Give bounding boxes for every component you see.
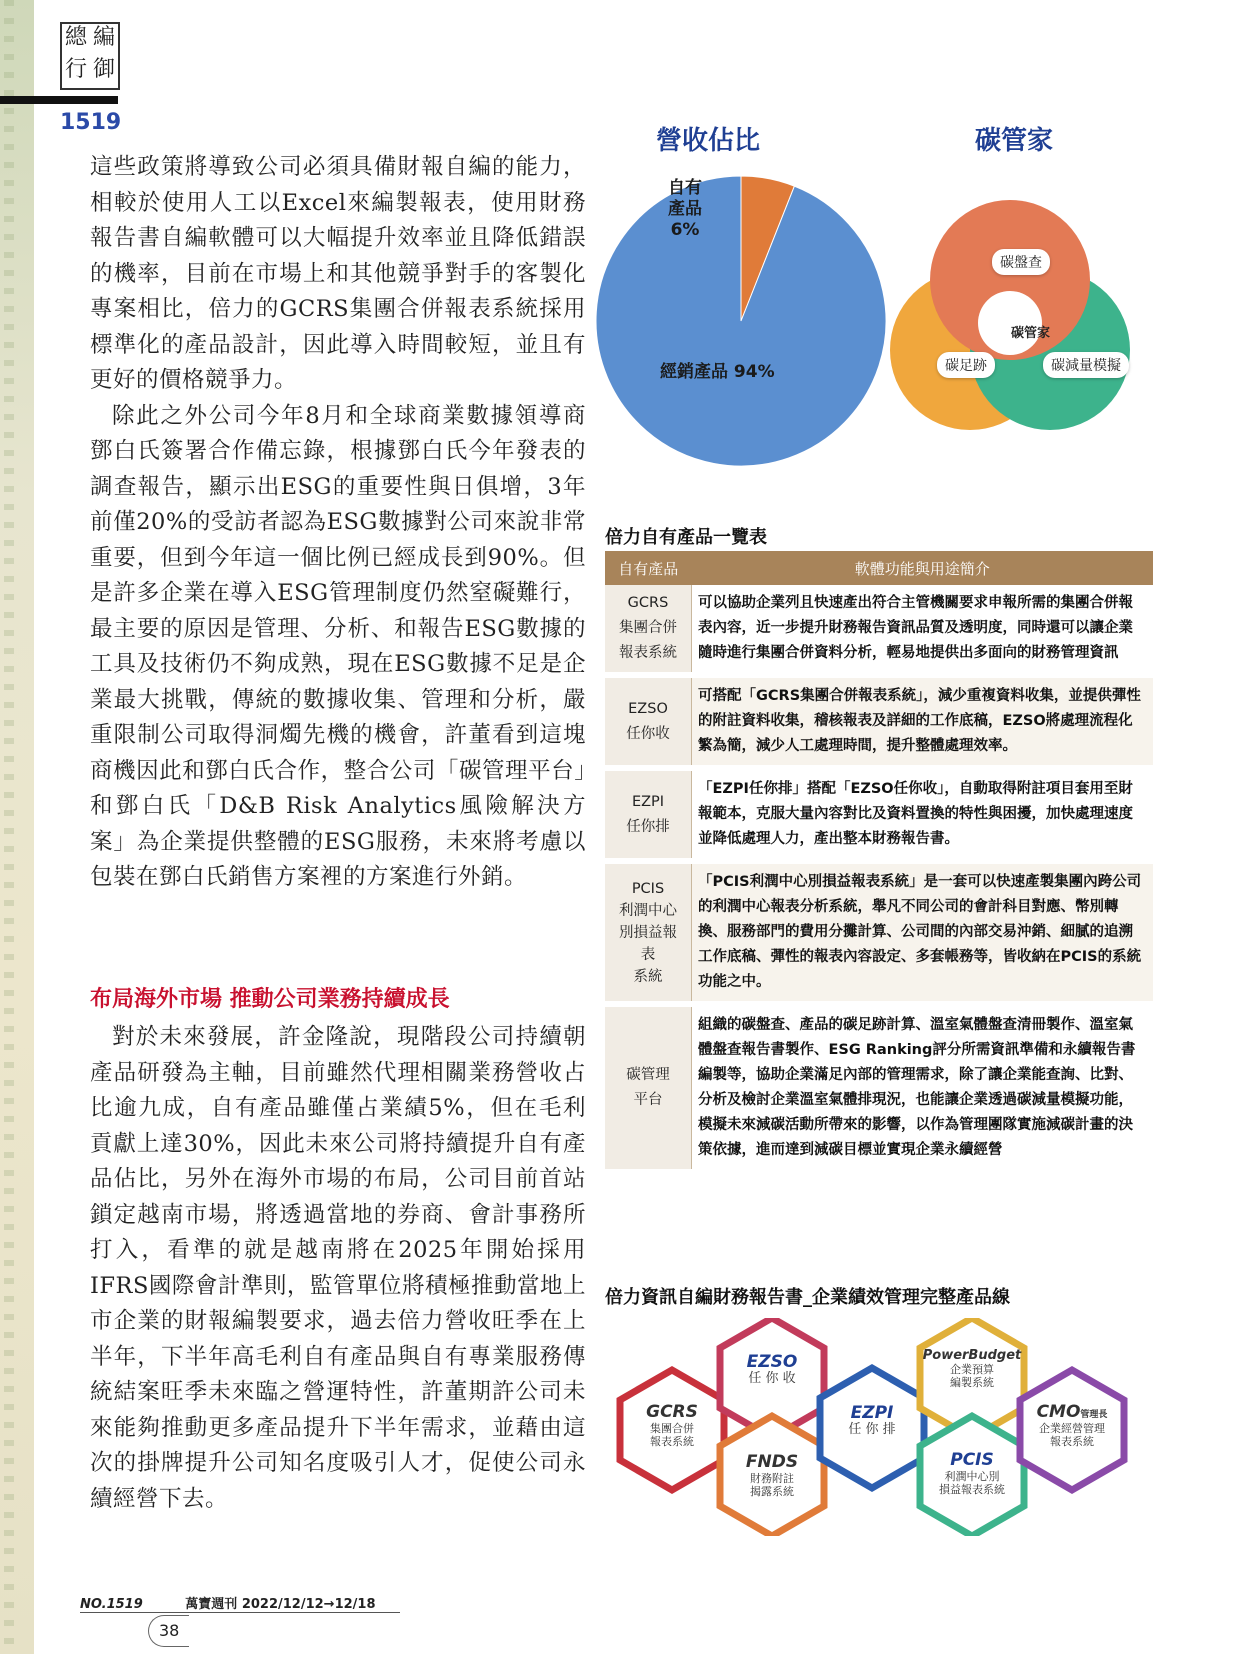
decorative-side-strip [0,0,34,1654]
product-desc: 「PCIS利潤中心別損益報表系統」是一套可以快速產製集團內跨公司的利潤中心報表分析系統，舉凡不同公司的會計科目對應、幣別轉換、服務部門的費用分攤計算、公司間的內部交易沖銷、細膩的追溯工作底稿、彈性的報表內容設定、多套帳務等，皆收納在PCIS的系統功能之中。 [692,864,1154,1001]
hex-sub-ezso: 任 你 收 [748,1371,796,1386]
pie-chart-title: 營收佔比 [656,126,761,156]
cmo-logo-text: CMO [1036,1402,1081,1422]
pie-label-own-line: 自有 [668,178,702,198]
article-body-bottom [90,1020,586,1517]
venn-label-reduction: 碳減量模擬 [1043,352,1129,378]
pie-label-dist: 經銷產品 94% [660,362,775,382]
footer-issue: NO.1519 [80,1597,143,1612]
column-seal-logo [60,22,120,90]
hex-label-ezso [722,1352,822,1385]
product-desc: 「EZPI任你排」搭配「EZSO任你收」，自動取得附註項目套用至財報範本，克服大量內容對比及資料置換的特性與困擾，加快處理速度並降低處理人力，產出整本財務報告書。 [692,771,1154,858]
hex-sub-gcrs: 集團合併 報表系統 [650,1422,694,1448]
hex-sub-powerbudget: 企業預算 編製系統 [950,1363,994,1389]
product-line-title: 倍力資訊自編財務報告書_企業績效管理完整產品線 [605,1287,1010,1308]
article-paragraph: 這些政策將導致公司必須具備財報自編的能力，相較於使用人工以Excel來編製報表，使用財務報告書自編軟體可以大幅提升效率並且降低錯誤的機率，目前在市場上和其他競爭對手的客製化專案相比，倍力的GCRS集團合併報表系統採用標準化的產品設計，因此導入時間較短，並且有更好的價格競爭力。 [90,154,586,393]
venn-label-center: 碳管家 [1011,326,1051,341]
table-row [605,864,1153,1001]
venn-label-footprint: 碳足跡 [937,352,995,378]
gcrs-icon: GCRS [646,1402,698,1422]
cmo-icon [1022,1402,1122,1422]
hex-label-powerbudget [918,1348,1026,1389]
carbon-venn-diagram [870,175,1140,455]
seal-char: 御 [92,57,115,82]
hex-sub-fnds: 財務附註 揭露系統 [750,1472,794,1498]
pie-label-own-pct: 6% [670,220,700,240]
hex-sub-cmo: 企業經營管理 報表系統 [1039,1422,1105,1448]
ezpi-icon: EZPI [850,1403,894,1423]
product-name: EZSO 任你收 [605,678,692,765]
pcis-icon: PCIS [950,1450,994,1470]
hex-sub-pcis: 利潤中心別 損益報表系統 [939,1470,1005,1496]
product-desc: 可以協助企業列且快速產出符合主管機關要求申報所需的集團合併報表內容，近一步提升財務報告資訊品質及透明度，同時還可以讓企業隨時進行集團合併資料分析，輕易地提供出多面向的財務管理資訊 [692,585,1154,672]
product-name: 碳管理 平台 [605,1007,692,1169]
product-name: EZPI 任你排 [605,771,692,858]
revenue-pie-chart [596,176,886,466]
venn-title: 碳管家 [975,126,1054,156]
footer-publication: 萬寶週刊 2022/12/12→12/18 [185,1597,376,1612]
header-bar [0,96,118,104]
page-number: 38 [148,1615,189,1647]
cmo-badge: 管理長 [1080,1410,1108,1420]
product-name: PCIS 利潤中心 別損益報 表 系統 [605,864,692,1001]
table-row [605,585,1153,672]
fnds-icon: FNDS [745,1452,799,1472]
pie-slice-distribution-products [596,176,886,466]
pie-label-own-line: 產品 [668,199,702,219]
seal-char: 總 [64,25,87,50]
hex-label-fnds [722,1452,822,1498]
product-table [605,551,1153,1169]
table-header: 自有產品 [605,551,692,585]
table-header: 軟體功能與用途簡介 [692,551,1154,585]
product-desc: 可搭配「GCRS集團合併報表系統」，減少重複資料收集，並提供彈性的附註資料收集，稽核報表及詳細的工作底稿，EZSO將處理流程化繁為簡，減少人工處理時間，提升整體處理效率。 [692,678,1154,765]
powerbudget-icon: PowerBudget [922,1348,1022,1363]
seal-char: 編 [92,25,115,50]
hex-label-cmo [1022,1402,1122,1448]
table-row [605,678,1153,765]
table-row [605,771,1153,858]
article-paragraph: 對於未來發展，許金隆說，現階段公司持續朝產品研發為主軸，目前雖然代理相關業務營收占比逾九成，自有產品雖僅占業績5%，但在毛利貢獻上達30%，因此未來公司將持續提升自有產品佔比，另外在海外市場的布局，公司目前首站鎖定越南市場，將透過當地的券商、會計事務所打入，看準的就是越南將在2025年開始採用IFRS國際會計準則，監管單位將積極推動當地上市企業的財報編製要求，過去倍力營收旺季在上半年，下半年高毛利自有產品與自有專業服務傳統結案旺季未來臨之營運特性，許董期許公司未來能夠推動更多產品提升下半年需求，並藉由這次的掛牌提升公司知名度吸引人才，促使公司永續經營下去。 [90,1024,586,1512]
ezso-icon: EZSO [746,1352,798,1372]
product-table-title: 倍力自有產品一覽表 [605,527,767,548]
pie-label-own [668,178,702,241]
hex-label-gcrs [622,1402,722,1448]
product-name: GCRS 集團合併 報表系統 [605,585,692,672]
hex-sub-ezpi: 任 你 排 [848,1422,896,1437]
seal-char: 行 [64,57,87,82]
article-body-top [90,150,586,896]
issue-number: 1519 [60,110,122,135]
product-desc: 組織的碳盤查、產品的碳足跡計算、溫室氣體盤查清冊製作、溫室氣體盤查報告書製作、ESG Ranking評分所需資訊準備和永續報告書編製等，協助企業滿足內部的管理需求，除了讓企業能查詢、比對、分析及檢討企業溫室氣體排現況，也能讓企業透過碳減量模擬功能，模擬未來減碳活動所帶來的影響，以作為管理團隊實施減碳計畫的決策依據，進而達到減碳目標並實現企業永續經營 [692,1007,1154,1169]
table-row [605,1007,1153,1169]
venn-label-inventory: 碳盤查 [992,249,1050,275]
article-paragraph: 除此之外公司今年8月和全球商業數據領導商鄧白氏簽署合作備忘錄，根據鄧白氏今年發表的調查報告，顯示出ESG的重要性與日俱增，3年前僅20%的受訪者認為ESG數據對公司來說非常重要，但到今年這一個比例已經成長到90%。但是許多企業在導入ESG管理制度仍然窒礙難行，最主要的原因是管理、分析、和報告ESG數據的工具及技術仍不夠成熟，現在ESG數據不足是企業最大挑戰，傳統的數據收集、管理和分析，嚴重限制公司取得洞燭先機的機會，許董看到這塊商機因此和鄧白氏合作，整合公司「碳管理平台」和鄧白氏「D&B Risk Analytics風險解決方案」為企業提供整體的ESG服務，未來將考慮以包裝在鄧白氏銷售方案裡的方案進行外銷。 [90,402,586,890]
footer-divider [80,1612,400,1613]
hex-label-ezpi [822,1403,922,1436]
hex-label-pcis [918,1450,1026,1496]
page-footer [80,1593,376,1612]
section-heading: 布局海外市場 推動公司業務持續成長 [90,987,450,1012]
